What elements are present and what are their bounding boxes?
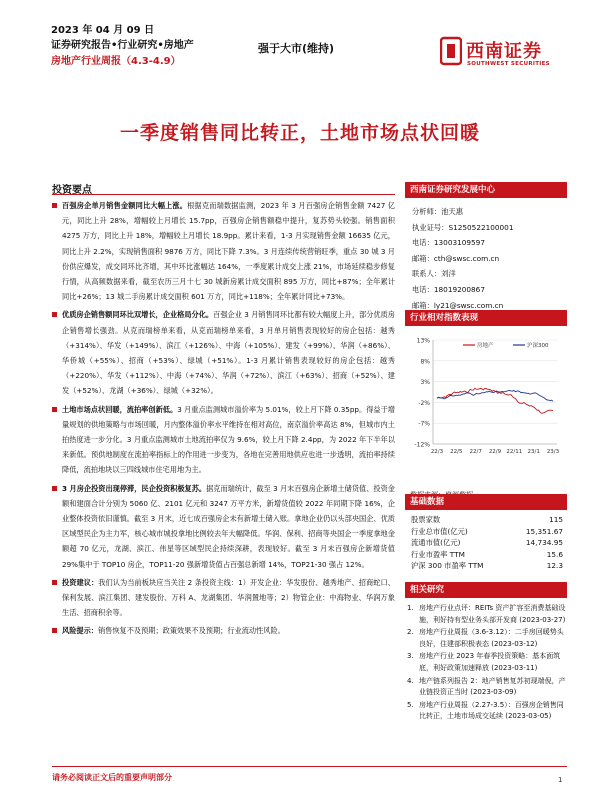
- team-line: 电话：13003109597: [412, 238, 485, 248]
- item-number: 4.: [407, 676, 414, 685]
- team-line: 邮箱：cth@swsc.com.cn: [412, 253, 500, 263]
- item-text: 房地产行业点评：REITs 资产扩容至消费基础设施，利好持有型业务头部开发商 (2023-03-27): [419, 604, 566, 624]
- related-report-link[interactable]: [405, 700, 567, 723]
- paragraph-text: 我们认为当前板块应当关注 2 条投资主线：1）开发企业：华发股份、越秀地产、招商蛇口、保利发展、滨江集团、建发股份、万科 A、龙湖集团、华润置地等；2）物管企业：中海物业、华润万象生活、招商积余等。: [62, 577, 395, 618]
- legend-label: 沪深300: [527, 343, 549, 349]
- related-report-link[interactable]: [405, 603, 567, 626]
- industry-rating: 强于大市(维持): [258, 42, 335, 55]
- item-text: 房地产行业 2023 年春季投资策略：基本面筑底，利好政策加速释放 (2023-03-11): [419, 652, 561, 672]
- paragraph-lead: 土地市场点状回暖，流拍率创新低。: [62, 404, 178, 414]
- related-list: [405, 598, 567, 723]
- summary-paragraph: [52, 307, 395, 398]
- row-value: 15,351.67: [525, 526, 563, 536]
- summary-paragraph: [52, 575, 395, 621]
- report-series: 房地产行业周报（4.3-4.9）: [51, 56, 181, 67]
- page-number: 1: [558, 776, 563, 784]
- item-number: 1.: [407, 604, 414, 612]
- row-value: 14,734.95: [525, 538, 563, 548]
- related-report-link[interactable]: [405, 676, 567, 699]
- team-contacts: [405, 198, 567, 313]
- x-tick-label: 23/1: [527, 449, 540, 455]
- paragraph-lead: 百强房企单月销售金额同比大幅上涨。: [62, 201, 188, 210]
- bullet-icon: [52, 312, 57, 317]
- base-data-table: [405, 510, 567, 572]
- paragraph-lead: 投资建议：: [62, 577, 99, 587]
- row-value: 12.3: [546, 561, 563, 571]
- related-report-link[interactable]: [405, 651, 567, 674]
- summary-divider: [52, 194, 395, 195]
- bullet-icon: [52, 486, 57, 491]
- x-tick-label: 22/9: [488, 449, 502, 455]
- related-report-link[interactable]: [405, 627, 567, 650]
- item-text: 房地产行业周报（3.6-3.12）：二手房回暖势头良好，住建部积极表态 (2023-03-12): [419, 628, 564, 648]
- summary-paragraph: [52, 623, 395, 638]
- team-line: 联系人：刘洋: [412, 269, 456, 279]
- legend-label: 房地产: [477, 343, 494, 349]
- relative-index-chart: [405, 326, 567, 488]
- y-tick-label: -7%: [418, 420, 430, 428]
- paragraph-lead: 优质房企销售额同环比双增长，企业格局分化。: [62, 310, 214, 320]
- logo-mark-icon: [440, 36, 462, 66]
- team-line: 执业证号：S1250522100001: [412, 222, 514, 232]
- report-header: [51, 24, 251, 69]
- x-tick-label: 22/7: [469, 449, 482, 455]
- paragraph-text: 百强企业 3 月销售同环比都有较大幅度上升，部分优质房企销售增长强劲。从克而瑞榜单来看，从克而瑞榜单来看，3 月单月销售表现较好的房企包括：越秀（+314%）、华发（+149%）、滨江（+126%）、中海（+105%）、建发（+99%）、华润（+86%）、华侨城（+55%）、招商（+53%）、绿城（+51%）。1-3 月累计销售表现较好的房企包括：越秀（+220%）、华发（+112%）、中海（+74%）、华润（+72%）、滨江（+63%）、招商（+52%）、建发（+52%）、龙湖（+36%）、绿城（+32%）。: [62, 310, 395, 396]
- item-number: 2.: [407, 628, 414, 637]
- summary-paragraph: [52, 198, 395, 304]
- x-tick-label: 22/11: [506, 449, 523, 455]
- relative-index-panel: [405, 310, 567, 500]
- report-date: 2023 年 04 月 09 日: [51, 25, 155, 36]
- team-heading: 西南证券研究发展中心: [405, 182, 567, 198]
- item-number: 5.: [407, 700, 414, 709]
- paragraph-text: 3 月重点监测城市溢价率为 5.01%，较上月下降 0.35pp。得益于增量规划的供地策略与市场回暖，月内整体溢价率水平维持在相对高位，南京溢价率高达 8%，但城市内土拍热度进一步分化。3 月重点监测城市土地流拍率仅为 9.6%，较上月下降 2.4pp，为 2022 年下半年以来新低。预供地制度在流拍率指标上的作用进一步变为，各地在完善用地供应也进一步透明，流拍率持续降低，流拍地块以三四线城市住宅用地为主。: [62, 404, 395, 475]
- row-label: 沪深 300 市盈率 TTM: [411, 561, 484, 571]
- related-research-panel: [405, 582, 567, 724]
- row-label: 流通市值(亿元): [411, 538, 461, 548]
- related-heading: 相关研究: [405, 582, 567, 598]
- paragraph-lead: 3 月房企投资出现停滞，民企投资积极复苏。: [62, 483, 207, 493]
- paragraph-text: 根据克而瑞数据监测，2023 年 3 月百强房企销售金额 7427 亿元，同比上升 28%，增幅较上月增长 15.7pp，百强房企销售额稳中提升，复苏势头较强。销售面积 4275 万方，同比上升 18%，增幅较上月增长 18.9pp。累计来看，1-3 月实现销售金额 16635 亿元，同比上升 2.2%，实现销售面积 9876 万方，同比下降 7.3%。3 月连续传统营销旺季，重点 30 城 3 月份供应爆发，成交同环比齐增，其中环比涨幅达 164%，一季度累计成交上涨 21%，市场延续稳步修复行情，从高频数据来看，截至农历三月十七 30 城新房累计成交面积 895 万方，同比+87%；全年累计同比+26%；13 城二手房累计成交面积 601 万方，同比+118%；全年累计同比+73%。: [62, 201, 395, 302]
- y-tick-label: 3%: [420, 379, 430, 387]
- summary-body: [52, 198, 395, 642]
- x-tick-label: 22/3: [430, 449, 444, 455]
- base-data-panel: [405, 494, 567, 572]
- report-type: 证券研究报告•行业研究•房地产: [51, 40, 194, 51]
- paragraph-lead: 风险提示：: [62, 626, 98, 636]
- disclaimer-notice: 请务必阅读正文后的重要声明部分: [52, 773, 172, 782]
- table-row: [405, 560, 567, 572]
- table-row: [405, 514, 567, 526]
- bullet-icon: [52, 407, 57, 412]
- table-row: [405, 526, 567, 538]
- footer-divider: [52, 766, 567, 767]
- bullet-icon: [52, 203, 57, 208]
- row-label: 行业市盈率 TTM: [411, 549, 465, 559]
- summary-paragraph: [52, 481, 395, 572]
- table-row: [405, 549, 567, 561]
- y-tick-label: -12%: [414, 441, 430, 449]
- chart-heading: 行业相对指数表现: [405, 310, 567, 326]
- item-text: 房地产行业周报（2.27-3.5）：百强房企销售同比转正，土地市场成交延续 (2023-03-05): [419, 700, 564, 721]
- x-tick-label: 23/3: [546, 449, 560, 455]
- bullet-icon: [52, 628, 57, 633]
- x-tick-label: 22/5: [450, 449, 463, 455]
- paragraph-text: 据克而瑞统计，截至 3 月末百强房企新增土储货值、投资金额和建面合计分别为 5060 亿、2101 亿元和 3247 万平方米，新增货值较 2022 年同期下降 16%，企业整体投资依旧谨慎。截至 3 月末，近七成百强房企未有新增土储入账。拿地企业仍以头部央国企、优质区域型民企为主力军，核心城市城投拿地比例较去年大幅降低。华润、保利、招商等央国企一季度拿地金额超 70 亿元，龙湖、滨江、伟星等区域型民企持续深耕，表现较好。截至 3 月末百强房企新增货值 29%集中于 TOP10 房企，TOP11-20 强新增货值占百强总新增 14%，TOP21-30 强占 12%。: [62, 483, 395, 569]
- y-tick-label: 13%: [416, 337, 430, 345]
- logo-text: 西南证券: [466, 41, 542, 62]
- chart-canvas: [405, 326, 567, 488]
- row-label: 股票家数: [411, 515, 441, 524]
- research-team-panel: [405, 182, 567, 313]
- summary-heading: 投资要点: [52, 185, 92, 196]
- team-line: 电话：18019200867: [412, 284, 485, 294]
- row-value: 115: [549, 515, 563, 524]
- row-value: 15.6: [546, 549, 563, 559]
- paragraph-text: 销售恢复不及预期；政策效果不及预期；行业流动性风险。: [97, 626, 285, 636]
- item-text: 地产链系列报告 2：地产销售复苏初现端倪，产业链投资正当时 (2023-03-09): [419, 676, 566, 697]
- report-title: 一季度销售同比转正，土地市场点状回暖: [119, 122, 480, 144]
- table-row: [405, 537, 567, 549]
- bullet-icon: [52, 580, 57, 585]
- logo-english-text: SOUTHWEST SECURITIES: [467, 61, 550, 67]
- item-number: 3.: [407, 652, 414, 661]
- y-tick-label: 8%: [420, 358, 430, 366]
- summary-paragraph: [52, 402, 395, 478]
- company-logo: [440, 36, 565, 72]
- y-tick-label: -2%: [418, 399, 430, 407]
- team-line: 邮箱：ly21@swsc.com.cn: [412, 300, 504, 310]
- base-heading: 基础数据: [405, 494, 567, 510]
- row-label: 行业总市值(亿元): [411, 526, 468, 536]
- team-line: 分析师：池天惠: [412, 207, 464, 216]
